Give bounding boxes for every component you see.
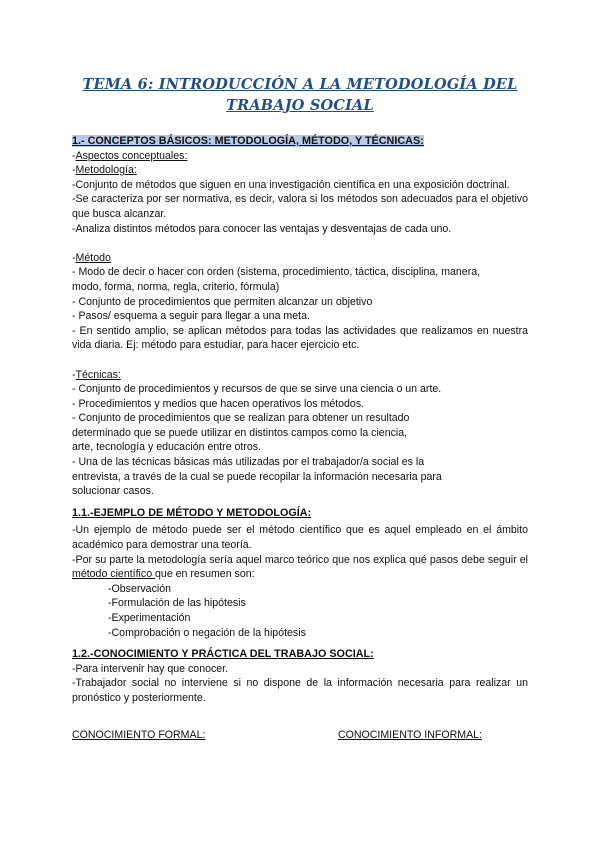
conocimiento-informal-heading: CONOCIMIENTO INFORMAL: <box>337 728 482 741</box>
tecnicas-item: - Conjunto de procedimientos y recursos de que se sirve una ciencia o un arte. <box>72 383 442 396</box>
conocimiento-formal-heading: CONOCIMIENTO FORMAL: <box>72 728 206 741</box>
tecnicas-item: - Procedimientos y medios que hacen operativos los métodos. <box>72 397 365 410</box>
section-1-1-paragraph: -Un ejemplo de método puede ser el método científico que es aquel empleado en el ámbito académico para demostrar una teoría. <box>72 524 528 552</box>
metodologia-item: -Analiza distintos métodos para conocer las ventajas y desventajas de cada uno. <box>72 222 452 235</box>
step-item: -Formulación de las hipótesis <box>108 597 246 610</box>
metodo-item: - Pasos/ esquema a seguir para llegar a una meta. <box>72 310 310 323</box>
tecnicas-item: - Una de las técnicas básicas más utilizadas por el trabajador/a social es la entrevista, a través de la cual se puede recopilar la información necesaria para solucionar casos. <box>72 456 442 498</box>
section-1-heading: 1.- CONCEPTOS BÁSICOS: METODOLOGÍA, MÉTODO, Y TÉCNICAS: <box>72 135 424 147</box>
metodologia-item: -Se caracteriza por ser normativa, es decir, valora si los métodos son adecuados para el objetivo que busca alcanzar. <box>72 193 528 220</box>
metodologia-label: -Metodología: <box>72 164 137 177</box>
step-item: -Observación <box>108 582 171 595</box>
step-item: -Comprobación o negación de la hipótesis <box>108 626 306 639</box>
metodo-item: - En sentido amplio, se aplican métodos para todas las actividades que realizamos en nuestra vida diaria. Ej: método para estudiar, para hacer ejercicio etc. <box>72 324 528 352</box>
document-title: TEMA 6: INTRODUCCIÓN A LA METODOLOGÍA DEL TRABAJO SOCIAL <box>82 76 518 114</box>
tecnicas-label: -Técnicas: <box>72 368 121 381</box>
metodo-label: -Método <box>72 251 111 264</box>
metodo-item: - Modo de decir o hacer con orden (sistema, procedimiento, táctica, disciplina, manera, modo, forma, norma, regla, criterio, fórmula) <box>72 266 481 293</box>
metodologia-item: -Conjunto de métodos que siguen en una investigación científica en una exposición doctrinal. <box>72 178 510 191</box>
step-item: -Experimentación <box>108 612 191 624</box>
section-1-1-heading: 1.1.-EJEMPLO DE MÉTODO Y METODOLOGÍA: <box>72 506 312 519</box>
metodo-item: - Conjunto de procedimientos que permiten alcanzar un objetivo <box>72 295 373 308</box>
aspectos-label: -Aspectos conceptuales: <box>72 149 188 162</box>
section-1-2-paragraph: -Trabajador social no interviene si no dispone de la información necesaria para realizar un pronóstico y posteriormente. <box>72 677 528 704</box>
section-1-2-heading: 1.2.-CONOCIMIENTO Y PRÁCTICA DEL TRABAJO SOCIAL: <box>72 648 374 661</box>
knowledge-columns <box>72 728 528 743</box>
section-1-2-paragraph: -Para intervenir hay que conocer. <box>72 662 229 675</box>
section-1-1-paragraph: -Por su parte la metodología sería aquel marco teórico que nos explica qué pasos debe seguir el método científico que en resumen son: <box>72 553 528 581</box>
tecnicas-item: - Conjunto de procedimientos que se realizan para obtener un resultado determinado que se puede utilizar en distintos campos como la ciencia, arte, tecnología y educación entre otros. <box>72 412 410 454</box>
document-body <box>72 134 528 742</box>
